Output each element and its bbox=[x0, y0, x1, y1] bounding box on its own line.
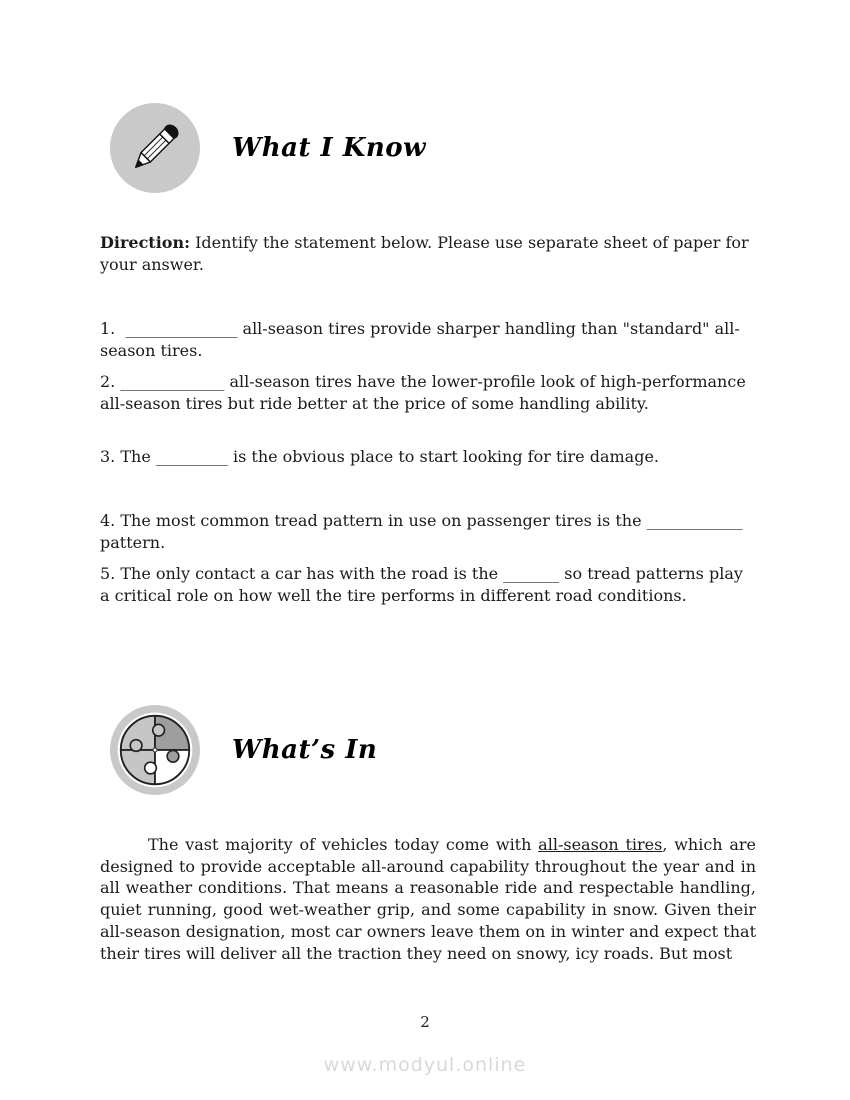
puzzle-icon bbox=[110, 705, 200, 795]
question-5: 5. The only contact a car has with the road is the _______ so tread patterns play a critical role on how well the tire performs in different road conditions. bbox=[100, 564, 748, 605]
direction-body: Identify the statement below. Please use separate sheet of paper for your answer. bbox=[100, 233, 749, 274]
paragraph-text-after: , which are designed to provide acceptable all-around capability throughout the year and in all weather conditions. That means a reasonable ride and respectable handling, quiet running, good wet-weather grip, and some capability in snow. Given their all-season designation, most car owners leave them on in winter and expect that their tires will deliver all the traction they need on snowy, icy roads. But most bbox=[100, 835, 756, 963]
watermark-text: www.modyul.online bbox=[323, 1054, 527, 1076]
question-3: 3. The _________ is the obvious place to start looking for tire damage. bbox=[100, 447, 659, 466]
direction-paragraph bbox=[100, 232, 756, 275]
section-title-whats-in: What’s In bbox=[232, 735, 378, 765]
underlined-phrase: all-season tires bbox=[538, 835, 663, 854]
section-title-what-i-know: What I Know bbox=[232, 133, 426, 163]
page-number: 2 bbox=[420, 1013, 430, 1031]
question-4: 4. The most common tread pattern in use on passenger tires is the ____________ pattern. bbox=[100, 511, 748, 552]
pencil-icon bbox=[110, 103, 200, 193]
direction-label: Direction: bbox=[100, 233, 190, 252]
paragraph-text-before: The vast majority of vehicles today come with bbox=[148, 835, 539, 854]
intro-paragraph bbox=[100, 834, 756, 964]
section-header-what-i-know bbox=[110, 103, 426, 193]
question-2: 2. _____________ all-season tires have the lower-profile look of high-performance all-season tires but ride better at the price of some handling ability. bbox=[100, 372, 751, 413]
question-1: 1. ______________ all-season tires provide sharper handling than "standard" all-season tires. bbox=[100, 319, 740, 360]
section-header-whats-in bbox=[110, 705, 377, 795]
